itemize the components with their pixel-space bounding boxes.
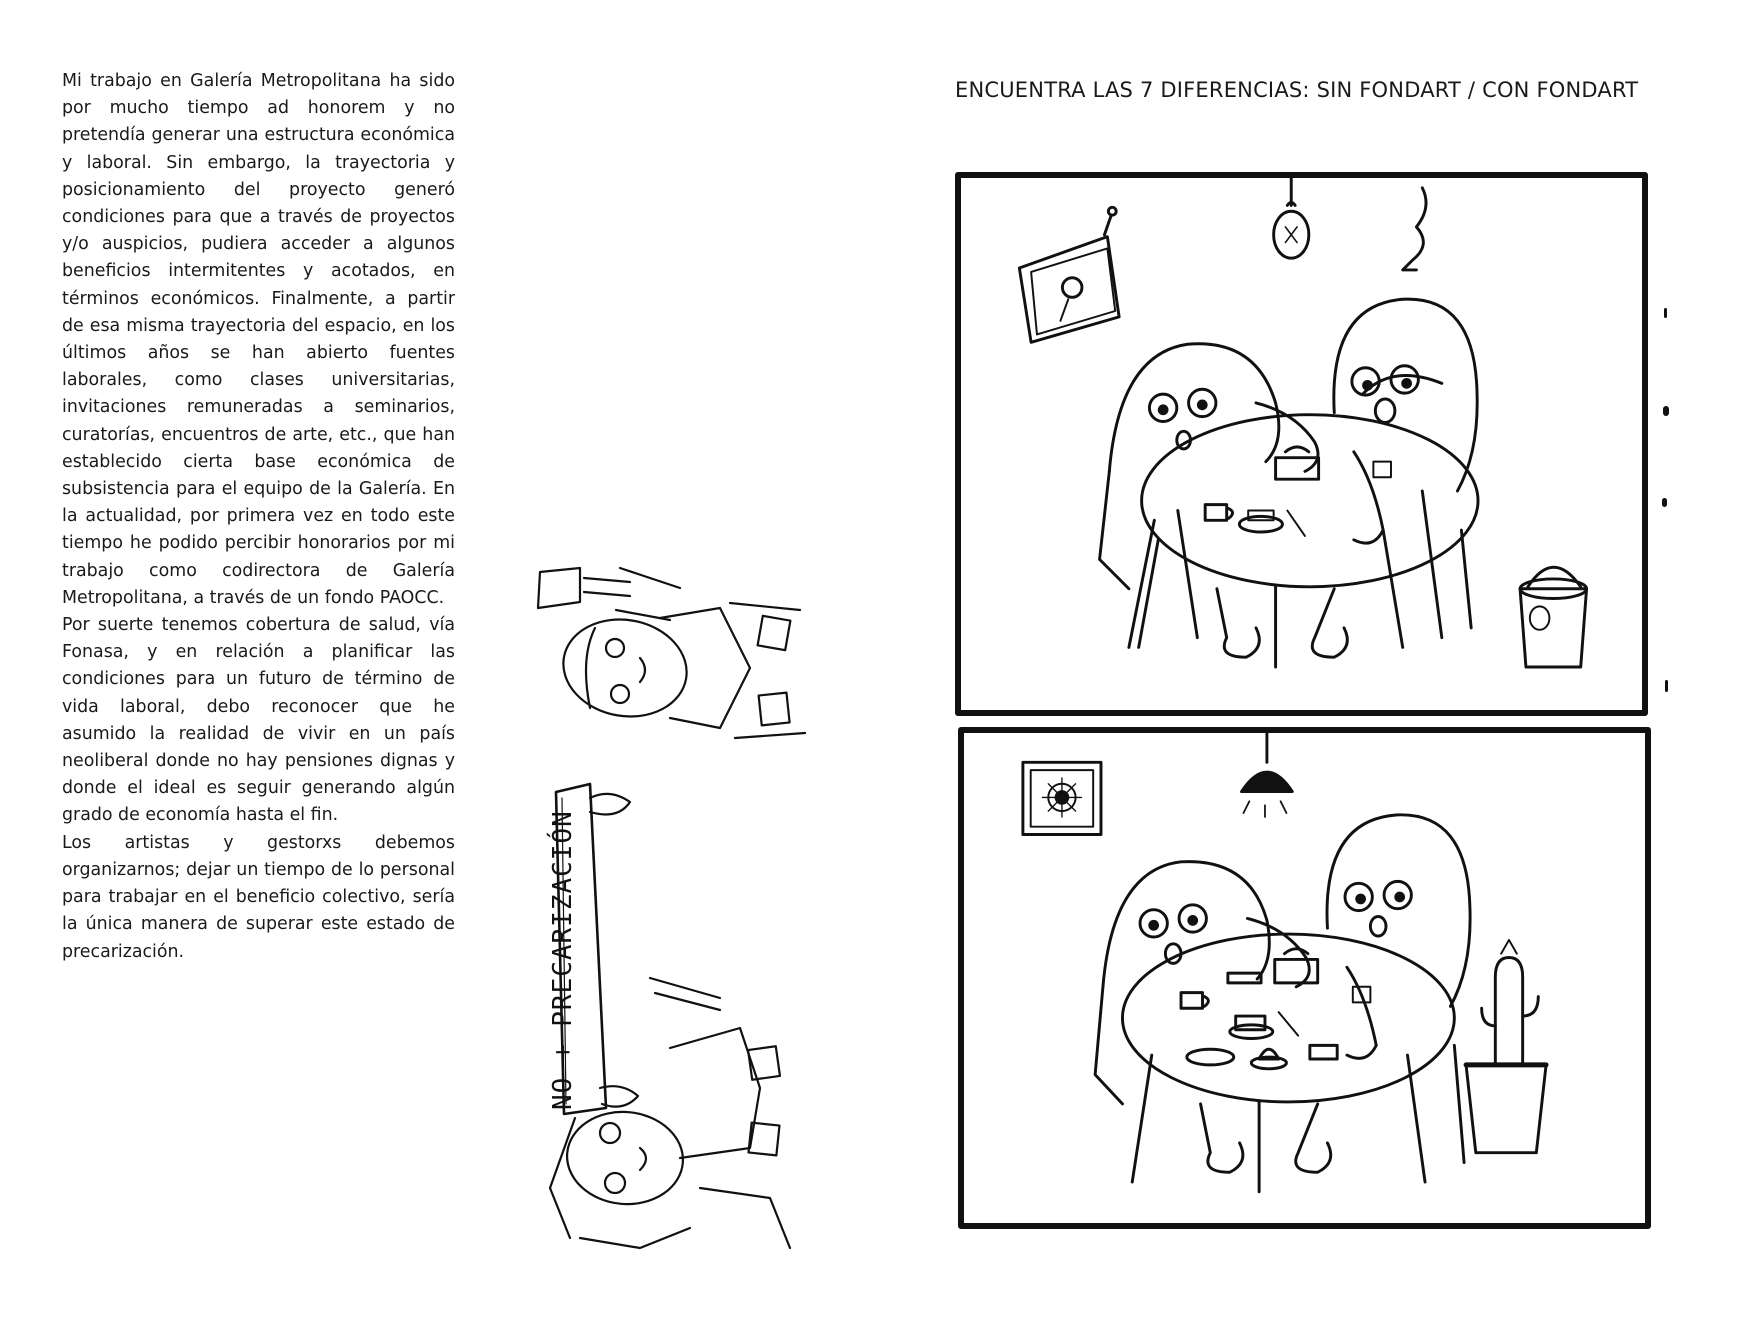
- banner-slogan: NO + PRECARIZACIÓN: [548, 810, 578, 1110]
- paragraph-3: Los artistas y gestorxs debemos organizarnos; dejar un tiempo de lo personal para trabajar en el beneficio colectivo, sería la única manera de superar este estado de precarización.: [62, 832, 455, 962]
- ink-mark: [1664, 308, 1667, 318]
- paragraph-2: Por suerte tenemos cobertura de salud, vía Fonasa, y en relación a planificar las condiciones para un futuro de término de vida laboral, debo reconocer que he asumido la realidad de vivir en un país neoliberal donde no hay pensiones dignas y donde el ideal es seguir generando algún grado de economía hasta el fin.: [62, 615, 455, 826]
- ink-mark: [1663, 406, 1669, 416]
- comic-title: ENCUENTRA LAS 7 DIFERENCIAS: SIN FONDART / CON FONDART: [955, 78, 1639, 102]
- panel-sin-fondart: [955, 172, 1648, 716]
- ink-mark: [1665, 680, 1668, 692]
- panel-con-fondart: [958, 727, 1651, 1229]
- article-text: [62, 68, 455, 966]
- ink-mark: [1662, 498, 1667, 507]
- paragraph-1: Mi trabajo en Galería Metropolitana ha sido por mucho tiempo ad honorem y no pretendía generar una estructura económica y laboral. Sin embargo, la trayectoria y posicionamiento del proyecto generó condiciones para que a través de proyectos y/o auspicios, pudiera acceder a algunos beneficios intermitentes y acotados, en términos económicos. Finalmente, a partir de esa misma trayectoria del espacio, en los últimos años se han abierto fuentes laborales, como clases universitarias, invitaciones remuneradas a seminarios, curatorías, encuentros de arte, etc., que han establecido cierta base económica de subsistencia para el equipo de la Galería. En la actualidad, por primera vez en todo este tiempo he podido percibir honorarios por mi trabajo como codirectora de Galería Metropolitana, a través de un fondo PAOCC.: [62, 71, 455, 608]
